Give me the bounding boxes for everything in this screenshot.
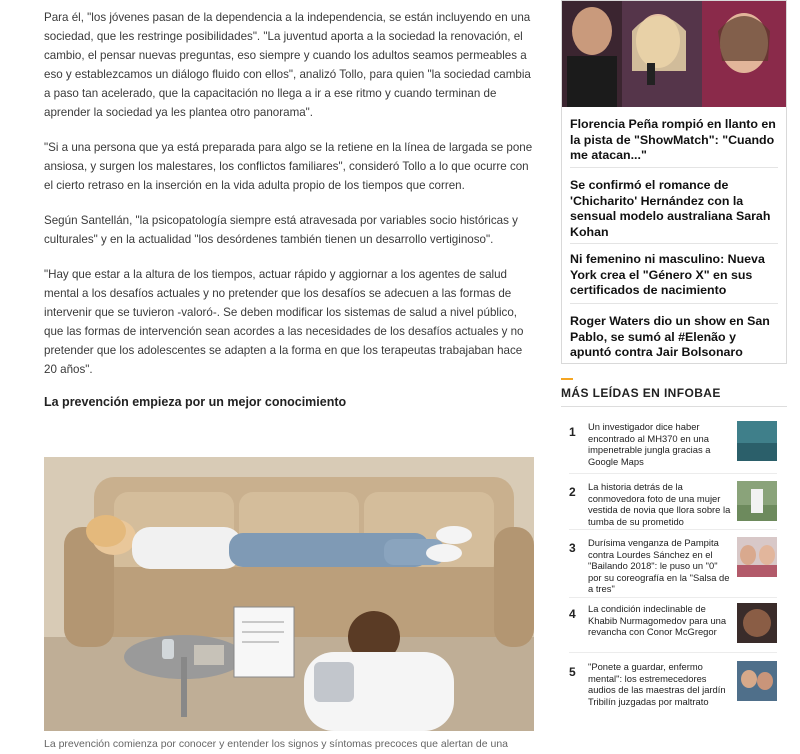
article-body (44, 0, 534, 429)
sidebar (561, 0, 787, 707)
list-item[interactable] (561, 661, 787, 721)
promo-title[interactable]: Florencia Peña rompió en llanto en la pista de "ShowMatch": "Cuando me atacan..." (570, 117, 776, 162)
promo-title[interactable]: Se confirmó el romance de 'Chicharito' Hernández con la sensual modelo australiana Sarah Kohan (570, 178, 771, 239)
article-paragraph: "Hay que estar a la altura de los tiempos, actuar rápido y aggiornar a los agentes de salud mental a los desafíos actuales y no pretender que los desafíos se adecuen a las formas de intervenir que se tuvieron -valoró-. Se deben modificar los sistemas de salud a nivel público, que las formas de intervención sean acordes a las necesidades de los desafíos actuales y no pretender que los adolescentes se adapten a la forma en que los terapeutas trabajaban hace 20 años". (44, 268, 524, 376)
divider (569, 652, 777, 653)
rank-number: 4 (569, 607, 576, 621)
mas-leidas-section (561, 378, 787, 407)
divider (561, 406, 787, 407)
divider (570, 243, 778, 244)
promo-image[interactable] (562, 1, 786, 107)
divider (570, 303, 778, 304)
promo-title[interactable]: Ni femenino ni masculino: Nueva York crea el "Género X" en sus certificados de nacimiento (570, 252, 765, 297)
list-item[interactable] (561, 421, 787, 481)
promo-box (561, 0, 787, 364)
rank-number: 1 (569, 425, 576, 439)
thumbnail[interactable] (737, 661, 777, 701)
rank-number: 3 (569, 541, 576, 555)
promo-item[interactable] (562, 314, 786, 361)
thumbnail[interactable] (737, 481, 777, 521)
list-item[interactable] (561, 481, 787, 541)
promo-title[interactable]: Roger Waters dio un show en San Pablo, se sumó al #Elenão y apuntó contra Jair Bolsonaro (570, 314, 770, 359)
thumbnail[interactable] (737, 537, 777, 577)
thumbnail[interactable] (737, 421, 777, 461)
rank-number: 2 (569, 485, 576, 499)
divider (569, 597, 777, 598)
list-item-text[interactable]: Durísima venganza de Pampita contra Lourdes Sánchez en el "Bailando 2018": le puso un "0" por su coreografía en la "Salsa de a tres" (588, 537, 730, 595)
section-accent (561, 378, 573, 380)
divider (569, 473, 777, 474)
divider (569, 529, 777, 530)
promo-item[interactable] (562, 178, 786, 240)
article-paragraph: Según Santellán, "la psicopatología siempre está atravesada por variables socio históricas y culturales" y en la actualidad "los desórdenes también tienen un desarrollo vertiginoso". (44, 214, 518, 246)
photo-caption: La prevención comienza por conocer y entender los signos y síntomas precoces que alertan de una (44, 738, 509, 750)
rank-number: 5 (569, 665, 576, 679)
list-item[interactable] (561, 537, 787, 597)
list-item-text[interactable]: La condición indeclinable de Khabib Nurmagomedov para una revancha con Conor McGregor (588, 603, 727, 638)
promo-item[interactable] (562, 252, 786, 299)
divider (570, 167, 778, 168)
section-title: MÁS LEÍDAS EN INFOBAE (561, 386, 721, 400)
list-item[interactable] (561, 603, 787, 663)
list-item-text[interactable]: "Ponete a guardar, enfermo mental": los estremecedores audios de las maestras del jardín Tribilín juzgadas por maltrato (588, 661, 726, 707)
thumbnail[interactable] (737, 603, 777, 643)
therapy-session-illustration (44, 457, 534, 731)
list-item-text[interactable]: La historia detrás de la conmovedora foto de una mujer vestida de novia que llora sobre la tumba de su prometido (588, 481, 731, 527)
article-paragraph: "Si a una persona que ya está preparada para algo se la retiene en la línea de largada se pone ansiosa, y surgen los malestares, los conflictos familiares", consideró Tollo a lo que ocurre con el cierto retraso en la inserción en la vida adulta propio de los tiempos que corren. (44, 141, 533, 192)
article-paragraph: Para él, "los jóvenes pasan de la dependencia a la independencia, se están incluyendo en una sociedad, que les restringe posibilidades". "La juventud aporta a la sociedad la renovación, el cambio, el pensar nuevas preguntas, eso siempre y cuando los adultos seamos permeables a eso y establezcamos un diálogo fluido con ellos", analizó Tollo, para quien "la sociedad cambia a paso tan acelerado, que la capacitación no llega a ir a ese ritmo y cuando terminan de aprender la sociedad ya les plantea otro panorama". (44, 11, 531, 119)
promo-item[interactable] (562, 117, 786, 164)
article-photo[interactable] (44, 457, 534, 731)
list-item-text[interactable]: Un investigador dice haber encontrado al MH370 en una impenetrable jungla gracias a Google Maps (588, 421, 711, 467)
article-subheading: La prevención empieza por un mejor conocimiento (44, 395, 347, 409)
